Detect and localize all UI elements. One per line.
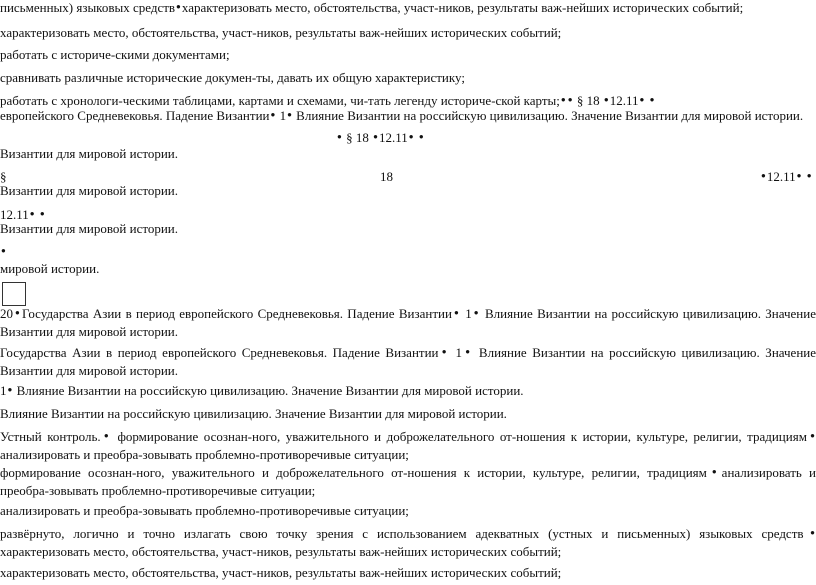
text-span: 1 — [0, 383, 7, 398]
bullet-icon — [796, 169, 803, 184]
text-line: 18 — [380, 169, 393, 184]
text-line: сравнивать различные исторические докумен-ты, давать их общую характеристику; — [0, 70, 465, 85]
bullet-icon — [707, 465, 722, 480]
bullet-icon — [372, 130, 379, 145]
bullet-icon — [175, 0, 182, 15]
bullet-icon — [101, 429, 112, 444]
bullet-icon — [452, 306, 461, 321]
bullet-icon — [649, 93, 656, 108]
text-line: Византии для мировой истории. — [0, 183, 179, 198]
text-span: 20 — [0, 306, 13, 321]
bullet-icon — [7, 383, 14, 398]
text-span: Государства Азии в период европейского Средневековья. Падение Византии — [21, 306, 452, 321]
bullet-icon — [418, 130, 425, 145]
bullet-icon — [408, 130, 415, 145]
text-span: § 18 — [346, 130, 369, 145]
text-span: характеризовать место, обстоятельства, участ-ников, результаты важ-нейших исторических событий; — [181, 0, 744, 15]
text-span: Влияние Византии на российскую цивилизацию. Значение Византии для мировой истории. — [16, 383, 524, 398]
text-line — [336, 130, 425, 147]
empty-table-cell — [2, 282, 26, 306]
paragraph — [0, 465, 816, 499]
bullet-icon — [603, 93, 610, 108]
text-line: характеризовать место, обстоятельства, участ-ников, результаты важ-нейших исторических событий; — [0, 565, 562, 580]
paragraph — [0, 526, 816, 560]
bullet-icon — [560, 93, 567, 108]
text-span: 12.11 — [378, 130, 408, 145]
text-span: 1 — [279, 108, 287, 123]
bullet-icon — [269, 108, 276, 123]
text-span: характеризовать место, обстоятельства, участ-ников, результаты важ-нейших исторических событий; — [0, 544, 562, 559]
text-span: работать с хронологи-ческими таблицами, картами и схемами, чи-тать легенду историче-ской карты; — [0, 93, 560, 108]
text-span: формирование осознан-ного, уважительного и доброжелательного от-ношения к истории, культуре, религии, традициям — [117, 429, 807, 444]
text-line: Влияние Византии на российскую цивилизацию. Значение Византии для мировой истории. — [0, 406, 507, 421]
bullet-icon — [13, 306, 22, 321]
bullet-icon — [806, 169, 813, 184]
text-span: Влияние Византии на российскую цивилизацию. Значение Византии для мировой истории. — [0, 306, 816, 339]
bullet-icon — [286, 108, 293, 123]
text-line — [0, 383, 524, 400]
text-line — [0, 108, 803, 125]
text-span: письменных) языковых средств — [0, 0, 176, 15]
bullet-icon — [439, 345, 450, 360]
text-line: работать с историче-скими документами; — [0, 47, 230, 62]
bullet-icon — [336, 130, 343, 145]
text-span: анализировать и преобра-зовывать проблемно-противоречивые ситуации; — [0, 447, 409, 462]
bullet-icon — [807, 429, 816, 444]
text-line: характеризовать место, обстоятельства, участ-ников, результаты важ-нейших исторических событий; — [0, 25, 562, 40]
text-span: Государства Азии в период европейского Средневековья. Падение Византии — [0, 345, 439, 360]
bullet-icon — [760, 169, 767, 184]
text-span: анализировать и преобра-зовывать проблемно-противоречивые ситуации; — [0, 465, 816, 498]
text-line: мировой истории. — [0, 261, 100, 276]
text-line — [0, 0, 743, 17]
text-span: Устный контроль. — [0, 429, 101, 444]
text-span: формирование осознан-ного, уважительного и доброжелательного от-ношения к истории, культуре, религии, традициям — [0, 465, 707, 480]
bullet-icon — [0, 244, 7, 259]
bullet-icon — [472, 306, 481, 321]
text-line — [0, 244, 7, 261]
bullet-icon — [462, 345, 473, 360]
bullet-icon — [638, 93, 645, 108]
text-span: § 18 — [576, 93, 600, 108]
text-line: Византии для мировой истории. — [0, 146, 179, 161]
text-line — [760, 169, 813, 186]
text-line: Византии для мировой истории. — [0, 221, 179, 236]
text-span: 12.11 — [609, 93, 639, 108]
text-span: 1 — [465, 306, 472, 321]
bullet-icon — [29, 207, 36, 222]
bullet-icon — [39, 207, 46, 222]
paragraph — [0, 345, 816, 379]
text-span: 1 — [455, 345, 462, 360]
text-span: 12.11 — [0, 207, 29, 222]
text-span: Влияние Византии на российскую цивилизацию. Значение Византии для мировой истории. — [0, 345, 816, 378]
text-span: европейского Средневековья. Падение Византии — [0, 108, 270, 123]
paragraph — [0, 429, 816, 463]
text-span: развёрнуто, логично и точно излагать свою точку зрения с использованием адекватных (устных и письменных) языковых средств — [0, 526, 804, 541]
bullet-icon — [804, 526, 816, 541]
paragraph — [0, 306, 816, 340]
bullet-icon — [567, 93, 574, 108]
text-span: 12.11 — [766, 169, 796, 184]
text-line: анализировать и преобра-зовывать проблемно-противоречивые ситуации; — [0, 503, 409, 518]
text-span: Влияние Византии на российскую цивилизацию. Значение Византии для мировой истории. — [296, 108, 804, 123]
text-line: § — [0, 169, 7, 184]
